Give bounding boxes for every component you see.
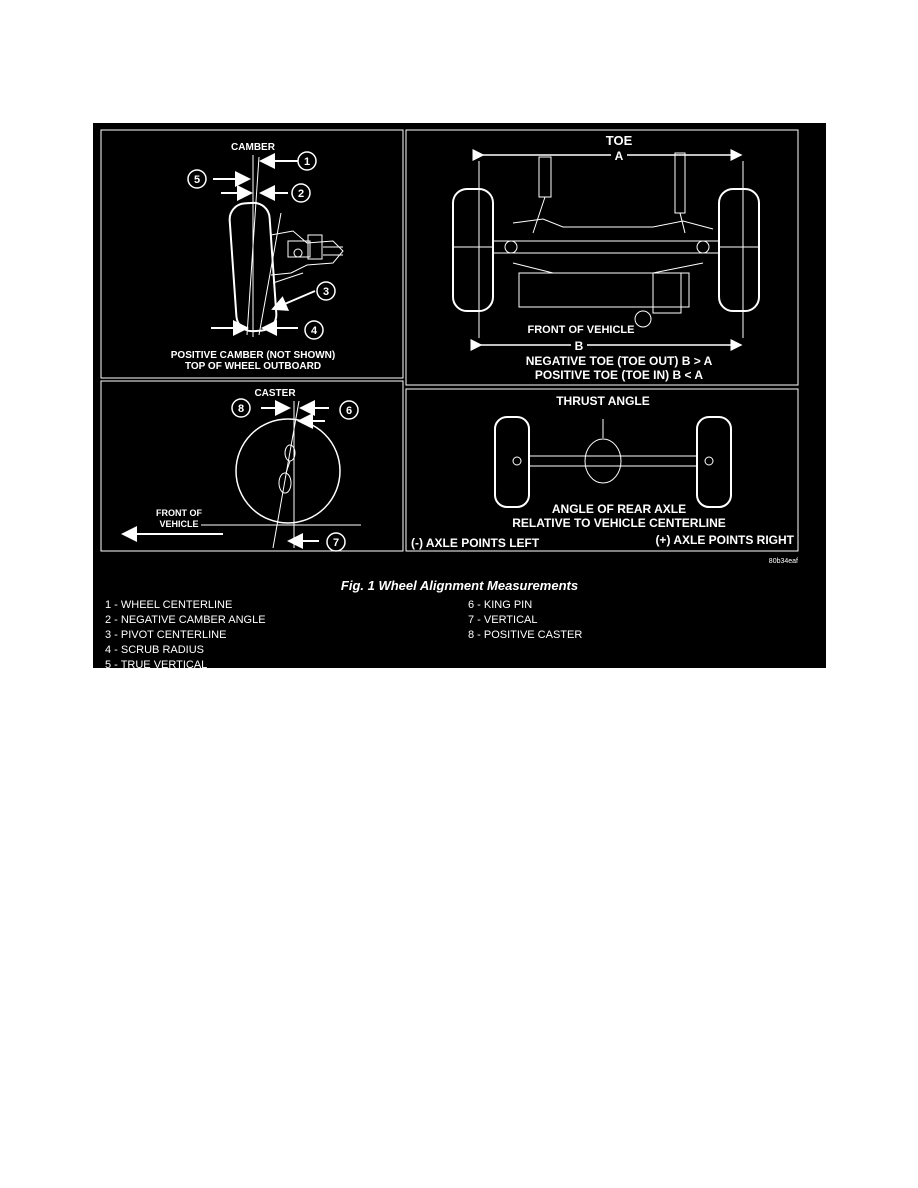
image-code: 80b34eaf — [768, 558, 798, 565]
svg-text:2: 2 — [297, 188, 305, 200]
svg-text:7: 7 — [332, 537, 340, 549]
legend-item-8: 8 - POSITIVE CASTER — [468, 629, 583, 641]
caster-callout-7 — [327, 533, 345, 551]
camber-callout-2 — [292, 184, 310, 202]
camber-note-line1: POSITIVE CAMBER (NOT SHOWN) — [170, 350, 336, 361]
caster-callout-6 — [340, 401, 358, 419]
toe-title: TOE — [605, 133, 633, 148]
axle-points-right: (+) AXLE POINTS RIGHT — [655, 533, 794, 547]
toe-label-a: A — [614, 149, 624, 163]
king-pin-line — [273, 401, 299, 548]
thrust-title: THRUST ANGLE — [556, 394, 650, 408]
caster-title: CASTER — [254, 388, 296, 399]
camber-note-line2: TOP OF WHEEL OUTBOARD — [184, 361, 322, 372]
svg-text:6: 6 — [345, 405, 353, 417]
toe-label-b: B — [574, 339, 584, 353]
svg-text:4: 4 — [310, 325, 318, 337]
svg-text:5: 5 — [193, 174, 201, 186]
caster-wheel — [236, 419, 340, 523]
wheel-alignment-figure — [93, 123, 826, 668]
toe-right-tire — [719, 189, 759, 311]
legend-item-2: 2 - NEGATIVE CAMBER ANGLE — [105, 614, 266, 626]
thrust-desc-line2: RELATIVE TO VEHICLE CENTERLINE — [512, 516, 726, 530]
svg-text:1: 1 — [303, 156, 311, 168]
rear-axle — [513, 419, 713, 483]
thrust-desc-line1: ANGLE OF REAR AXLE — [551, 502, 687, 516]
positive-toe-label: POSITIVE TOE (TOE IN) B < A — [534, 368, 704, 382]
front-suspension — [453, 153, 759, 327]
camber-title: CAMBER — [231, 142, 275, 153]
legend-item-6: 6 - KING PIN — [468, 599, 533, 611]
caster-front-line1: FRONT OF — [156, 508, 202, 518]
legend-item-5: 5 - TRUE VERTICAL — [105, 659, 208, 668]
legend-item-7: 7 - VERTICAL — [468, 614, 538, 626]
caster-knuckle — [279, 445, 295, 493]
camber-callout-3 — [317, 282, 335, 300]
thrust-left-tire — [495, 417, 529, 507]
camber-callout-1 — [298, 152, 316, 170]
svg-text:8: 8 — [237, 403, 245, 415]
axle-points-left: (-) AXLE POINTS LEFT — [411, 536, 540, 550]
camber-suspension — [271, 231, 343, 283]
thrust-right-tire — [697, 417, 731, 507]
camber-callout-4 — [305, 321, 323, 339]
toe-panel — [406, 130, 798, 385]
legend-item-1: 1 - WHEEL CENTERLINE — [105, 599, 233, 611]
legend-item-3: 3 - PIVOT CENTERLINE — [105, 629, 227, 641]
legend-item-4: 4 - SCRUB RADIUS — [105, 644, 205, 656]
svg-text:3: 3 — [322, 286, 330, 298]
negative-toe-label: NEGATIVE TOE (TOE OUT) B > A — [525, 354, 713, 368]
caster-callout-8 — [232, 399, 250, 417]
front-of-vehicle-label: FRONT OF VEHICLE — [527, 324, 635, 336]
camber-callout-5 — [188, 170, 206, 188]
caster-front-line2: VEHICLE — [159, 519, 199, 529]
figure-caption: Fig. 1 Wheel Alignment Measurements — [340, 578, 579, 593]
toe-left-tire — [453, 189, 493, 311]
